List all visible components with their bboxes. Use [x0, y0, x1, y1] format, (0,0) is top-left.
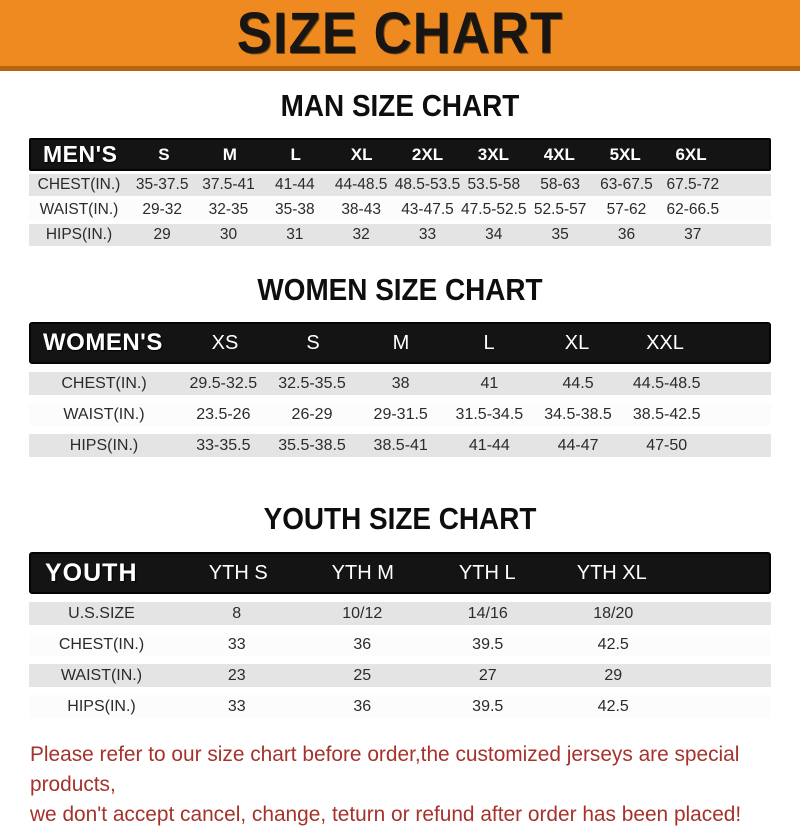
row-label: CHEST(IN.) — [37, 176, 121, 193]
men-col-header-6xl: 6XL — [675, 144, 707, 164]
row-label: HIPS(IN.) — [69, 436, 139, 454]
women-waist-cell: 34.5-38.5 — [544, 405, 612, 423]
row-label: WAIST(IN.) — [60, 666, 143, 684]
row-label: WAIST(IN.) — [39, 201, 119, 218]
youth-waist-cell: 27 — [478, 666, 497, 684]
men-waist-cell: 52.5-57 — [533, 201, 587, 218]
youth-chest-cell: 39.5 — [472, 635, 504, 653]
youth-size-table — [29, 552, 771, 718]
men-chest-cell: 58-63 — [540, 176, 580, 193]
youth-ussize-row — [29, 602, 771, 625]
women-col-header-xxl: XXL — [646, 331, 684, 354]
men-hips-cell: 37 — [684, 226, 702, 243]
youth-col-header-m: YTH M — [331, 561, 394, 584]
men-chest-row — [29, 174, 771, 196]
women-chest-row — [29, 372, 771, 395]
women-col-header-xl: XL — [564, 331, 590, 354]
men-chest-cell: 35-37.5 — [135, 176, 189, 193]
man-section-heading: MAN SIZE CHART — [280, 88, 520, 123]
men-chest-cell: 48.5-53.5 — [394, 176, 461, 193]
women-table-title: WOMEN'S — [43, 329, 163, 356]
women-table-header-row — [29, 322, 771, 364]
men-waist-cell: 38-43 — [341, 201, 381, 218]
men-hips-cell: 30 — [219, 226, 238, 243]
youth-col-header-s: YTH S — [208, 561, 268, 584]
men-hips-cell: 36 — [617, 226, 636, 243]
row-label: U.S.SIZE — [68, 604, 135, 622]
youth-ussize-cell: 8 — [232, 604, 242, 622]
men-table-header-row — [29, 138, 771, 171]
women-hips-cell: 47-50 — [646, 436, 688, 454]
youth-hips-cell: 36 — [353, 697, 372, 715]
row-label: HIPS(IN.) — [45, 226, 113, 243]
men-waist-cell: 32-35 — [208, 201, 249, 218]
women-col-header-xs: XS — [211, 331, 239, 354]
women-chest-cell: 38 — [391, 374, 410, 392]
men-waist-cell: 47.5-52.5 — [461, 201, 527, 218]
banner-title: SIZE CHART — [236, 0, 564, 66]
youth-hips-row — [29, 695, 771, 718]
youth-ussize-cell: 18/20 — [593, 604, 634, 622]
disclaimer-line-1: Please refer to our size chart before order,the customized jerseys are special products, — [30, 742, 740, 796]
men-hips-cell: 31 — [286, 226, 304, 243]
youth-col-header-l: YTH L — [458, 561, 516, 584]
men-hips-cell: 34 — [485, 226, 503, 243]
men-chest-cell: 37.5-41 — [202, 176, 255, 193]
men-size-table — [29, 138, 771, 246]
men-col-header-3xl: 3XL — [477, 144, 509, 164]
men-chest-cell: 44-48.5 — [334, 176, 388, 193]
women-col-header-l: L — [483, 331, 495, 354]
women-chest-cell: 41 — [480, 374, 499, 392]
women-size-table — [29, 322, 771, 457]
women-section-heading: WOMEN SIZE CHART — [257, 272, 543, 307]
women-chest-cell: 29.5-32.5 — [189, 374, 258, 392]
women-waist-row — [29, 403, 771, 426]
men-col-header-5xl: 5XL — [609, 144, 641, 164]
men-waist-cell: 43-47.5 — [401, 201, 454, 218]
youth-chest-cell: 42.5 — [597, 635, 629, 653]
men-chest-cell: 67.5-72 — [666, 176, 720, 193]
disclaimer-line-2: we don't accept cancel, change, teturn or refund after order has been placed! — [30, 802, 742, 826]
youth-ussize-cell: 14/16 — [467, 604, 508, 622]
row-label: WAIST(IN.) — [63, 405, 145, 423]
men-col-header-xl: XL — [350, 144, 373, 164]
women-chest-cell: 32.5-35.5 — [278, 374, 346, 392]
size-chart-banner — [0, 0, 800, 71]
men-hips-cell: 35 — [551, 226, 569, 243]
women-waist-cell: 26-29 — [291, 405, 333, 423]
women-hips-cell: 35.5-38.5 — [278, 436, 346, 454]
youth-ussize-cell: 10/12 — [342, 604, 383, 622]
women-waist-cell: 31.5-34.5 — [455, 405, 524, 423]
youth-col-header-xl: YTH XL — [576, 561, 647, 584]
men-waist-row — [29, 199, 771, 221]
women-chest-cell: 44.5-48.5 — [632, 374, 701, 392]
youth-chest-cell: 33 — [227, 635, 246, 653]
youth-waist-cell: 29 — [604, 666, 623, 684]
youth-waist-cell: 25 — [353, 666, 372, 684]
men-col-header-l: L — [290, 144, 301, 164]
youth-chest-cell: 36 — [353, 635, 372, 653]
men-waist-cell: 35-38 — [274, 201, 315, 218]
youth-waist-row — [29, 664, 771, 687]
men-hips-cell: 32 — [352, 226, 370, 243]
disclaimer-note — [30, 739, 758, 829]
men-waist-cell: 29-32 — [142, 201, 182, 218]
men-table-title: MEN'S — [43, 141, 118, 167]
men-col-header-m: M — [222, 144, 237, 164]
men-hips-cell: 33 — [418, 226, 437, 243]
men-col-header-2xl: 2XL — [411, 144, 444, 164]
youth-waist-cell: 23 — [227, 666, 246, 684]
youth-hips-cell: 42.5 — [597, 697, 629, 715]
men-waist-cell: 57-62 — [606, 201, 647, 218]
youth-section-heading: YOUTH SIZE CHART — [263, 501, 537, 536]
women-waist-cell: 29-31.5 — [373, 405, 428, 423]
women-hips-cell: 38.5-41 — [373, 436, 428, 454]
men-chest-cell: 53.5-58 — [467, 176, 521, 193]
row-label: CHEST(IN.) — [61, 374, 147, 392]
women-col-header-s: S — [306, 331, 320, 354]
women-hips-cell: 41-44 — [468, 436, 510, 454]
men-col-header-s: S — [158, 144, 170, 164]
women-hips-cell: 44-47 — [557, 436, 599, 454]
youth-chest-row — [29, 633, 771, 656]
youth-table-title: YOUTH — [45, 558, 138, 587]
youth-hips-cell: 33 — [227, 697, 246, 715]
women-hips-cell: 33-35.5 — [196, 436, 251, 454]
women-col-header-m: M — [392, 331, 410, 354]
women-waist-cell: 38.5-42.5 — [632, 405, 701, 423]
women-hips-row — [29, 434, 771, 457]
men-col-header-4xl: 4XL — [543, 144, 575, 164]
men-chest-cell: 41-44 — [274, 176, 315, 193]
women-chest-cell: 44.5 — [562, 374, 594, 392]
row-label: HIPS(IN.) — [67, 697, 136, 715]
men-hips-row — [29, 224, 771, 246]
men-waist-cell: 62-66.5 — [666, 201, 720, 218]
youth-hips-cell: 39.5 — [472, 697, 504, 715]
youth-table-header-row — [29, 552, 771, 594]
men-chest-cell: 63-67.5 — [600, 176, 653, 193]
men-hips-cell: 29 — [153, 226, 171, 243]
row-label: CHEST(IN.) — [58, 635, 145, 653]
women-waist-cell: 23.5-26 — [196, 405, 251, 423]
